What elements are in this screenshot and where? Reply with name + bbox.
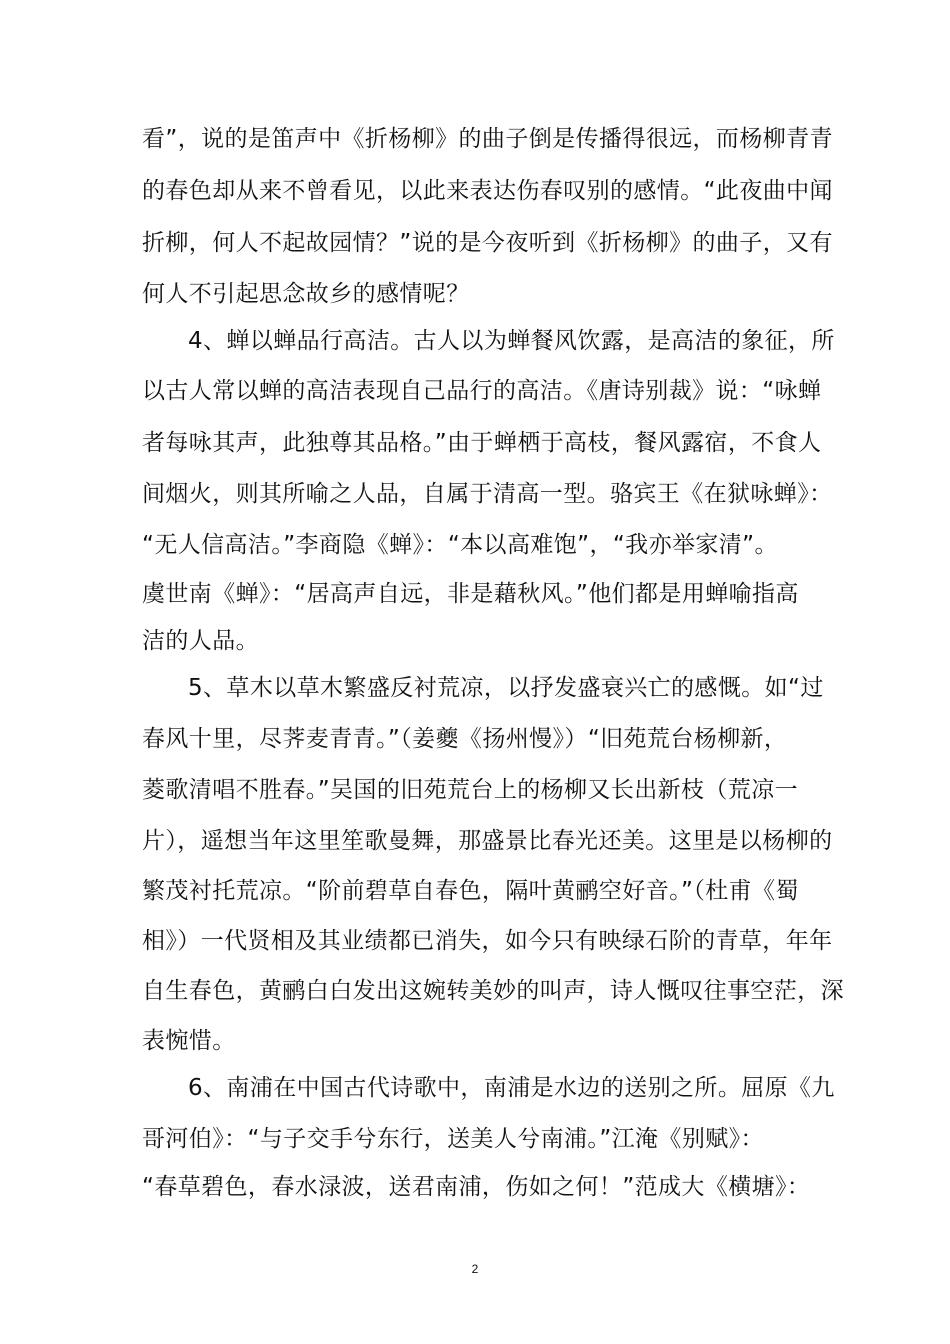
text-line: 表惋惜。: [142, 1028, 236, 1054]
page-number: 2: [471, 1262, 479, 1276]
text-line: 菱歌清唱不胜春。”吴国的旧苑荒台上的杨柳又长出新枝（荒凉一: [142, 777, 799, 803]
text-line: 虞世南《蝉》：“居高声自远，非是藉秋风。”他们都是用蝉喻指高: [142, 581, 799, 607]
section-4-first-line: 4、蝉以蝉品行高洁。古人以为蝉餐风饮露，是高洁的象征，所: [188, 328, 835, 354]
section-5-first-line: 5、草木以草木繁盛反衬荒凉，以抒发盛衰兴亡的感慨。如“过: [188, 675, 824, 701]
text-line: 者每咏其声，此独尊其品格。”由于蝉栖于高枝，餐风露宿，不食人: [142, 430, 822, 456]
text-line: 看”，说的是笛声中《折杨柳》的曲子倒是传播得很远，而杨柳青青: [142, 126, 833, 152]
text-line: 春风十里，尽荠麦青青。”（姜夔《扬州慢》）“旧苑荒台杨柳新，: [142, 726, 788, 752]
text-line: 以古人常以蝉的高洁表现自己品行的高洁。《唐诗别裁》说：“咏蝉: [142, 378, 822, 404]
text-line: “春草碧色，春水渌波，送君南浦，伤如之何！”范成大《横塘》：: [142, 1174, 811, 1200]
text-line: 间烟火，则其所喻之人品，自属于清高一型。骆宾王《在狱咏蝉》：: [142, 481, 833, 507]
text-line: 的春色却从来不曾看见，以此来表达伤春叹别的感情。“此夜曲中闻: [142, 178, 833, 204]
text-line: 相》）一代贤相及其业绩都已消失，如今只有映绿石阶的青草，年年: [142, 928, 833, 954]
text-line: 折柳，何人不起故园情？”说的是今夜听到《折杨柳》的曲子，又有: [142, 230, 833, 256]
text-line: “无人信高洁。”李商隐《蝉》：“本以高难饱”，“我亦举家清”。: [142, 532, 778, 558]
text-line: 洁的人品。: [142, 628, 259, 654]
text-line: 哥河伯》：“与子交手兮东行，送美人兮南浦。”江淹《别赋》：: [142, 1126, 764, 1152]
text-line: 何人不引起思念故乡的感情呢？: [142, 281, 470, 307]
text-line: 自生春色，黄鹂白白发出这婉转美妙的叫声，诗人慨叹往事空茫，深: [142, 978, 844, 1004]
text-line: 繁茂衬托荒凉。“阶前碧草自春色，隔叶黄鹂空好音。”（杜甫《蜀: [142, 878, 799, 904]
section-6-first-line: 6、南浦在中国古代诗歌中，南浦是水边的送别之所。屈原《九: [188, 1075, 835, 1101]
text-line: 片），遥想当年这里笙歌曼舞，那盛景比春光还美。这里是以杨柳的: [142, 828, 833, 854]
